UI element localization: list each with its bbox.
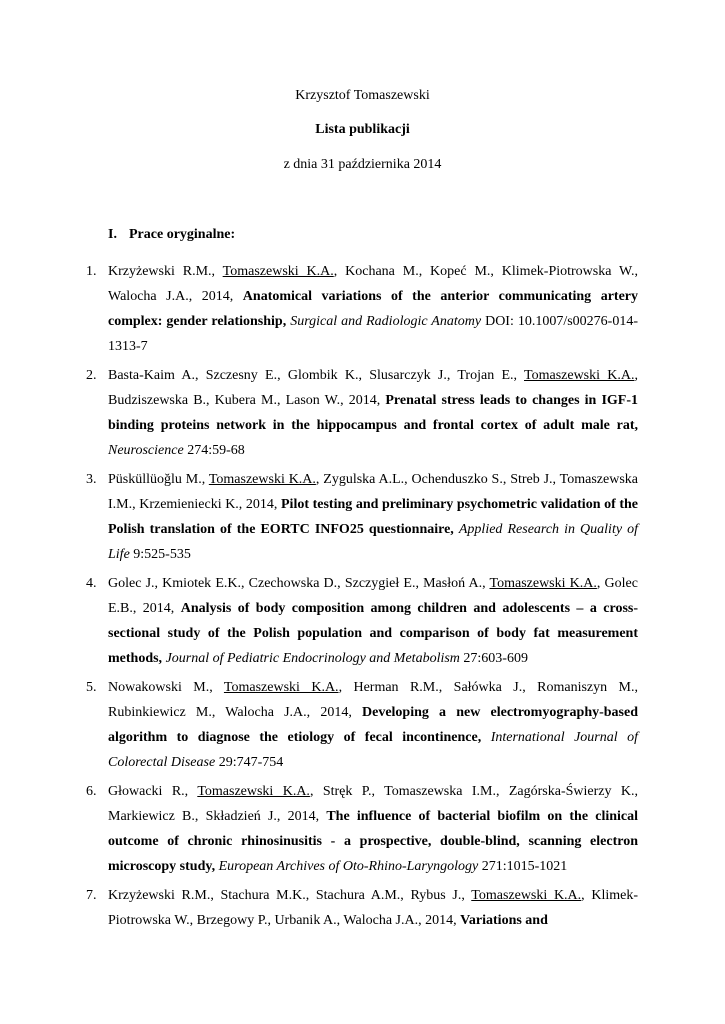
publication-item [0, 883, 638, 933]
section-number: I. [108, 227, 117, 242]
publication-title: The influence of bacterial biofilm on the clinical outcome of chronic rhinosinusitis - a prospective, double-blind, scanning electron microscopy study, [108, 809, 638, 874]
publication-coauthors: , Klimek-Piotrowska W., Brzegowy P., Urbanik A., Walocha J.A., 2014, [108, 888, 638, 928]
publication-coauthors: , Kochana M., Kopeć M., Klimek-Piotrowska W., Walocha J.A., 2014, [108, 264, 638, 304]
highlighted-author: Tomaszewski K.A. [524, 368, 635, 383]
publication-item [0, 467, 638, 567]
highlighted-author: Tomaszewski K.A. [471, 888, 582, 903]
highlighted-author: Tomaszewski K.A. [222, 264, 334, 279]
section-title: Prace oryginalne: [129, 227, 236, 242]
publication-title: Prenatal stress leads to changes in IGF-1 binding proteins network in the hippocampus and frontal cortex of adult male rat, [108, 393, 639, 433]
publication-title: Variations and [460, 913, 548, 928]
publication-index: 5. [86, 680, 97, 695]
publication-title: Analysis of body composition among children and adolescents – a cross-sectional study of the Polish population and comparison of body fat measurement methods, [108, 601, 639, 666]
publication-details: 29:747-754 [218, 755, 284, 770]
publication-text [108, 883, 638, 933]
document-title: Lista publikacji [315, 122, 410, 137]
publication-details: 271:1015-1021 [481, 859, 568, 874]
publication-authors: Püsküllüoğlu M., [108, 472, 206, 487]
publication-journal: Neuroscience [108, 443, 184, 458]
publication-journal: Applied Research in Quality of Life [108, 522, 639, 562]
publication-coauthors: , Zygulska A.L., Ochenduszko S., Streb J., Tomaszewska I.M., Krzemieniecki K., 2014, [108, 472, 638, 512]
publication-coauthors: , Herman R.M., Sałówka J., Romaniszyn M., Rubinkiewicz M., Walocha J.A., 2014, [108, 680, 639, 720]
publication-coauthors: , Golec E.B., 2014, [108, 576, 638, 616]
publication-authors: Basta-Kaim A., Szczesny E., Glombik K., Slusarczyk J., Trojan E., [108, 368, 518, 383]
publication-text [108, 675, 638, 775]
publication-authors: Krzyżewski R.M., Stachura M.K., Stachura A.M., Rybus J., [108, 888, 465, 903]
publication-authors: Głowacki R., [108, 784, 189, 799]
publication-index: 7. [86, 888, 97, 903]
document-date: z dnia 31 października 2014 [283, 157, 442, 172]
publication-item [0, 259, 638, 359]
publication-journal: International Journal of Colorectal Disease [108, 730, 639, 770]
publication-title: Pilot testing and preliminary psychometric validation of the Polish translation of the EORTC INFO25 questionnaire, [108, 497, 638, 537]
publication-journal: European Archives of Oto-Rhino-Laryngology [218, 859, 479, 874]
author-name: Krzysztof Tomaszewski [295, 88, 430, 103]
publication-text [108, 467, 638, 567]
publication-index: 2. [86, 368, 97, 383]
publication-coauthors: , Budziszewska B., Kubera M., Lason W., 2014, [108, 368, 638, 408]
publication-journal: Surgical and Radiologic Anatomy [290, 314, 482, 329]
publication-text [108, 363, 638, 463]
publication-item [0, 675, 638, 775]
publication-details: 27:603-609 [463, 651, 528, 666]
highlighted-author: Tomaszewski K.A. [208, 472, 316, 487]
publication-text [108, 571, 638, 671]
publication-title: Developing a new electromyography-based algorithm to diagnose the etiology of fecal incontinence, [108, 705, 639, 745]
publication-text [108, 259, 638, 359]
publication-details: 9:525-535 [133, 547, 191, 562]
publication-title: Anatomical variations of the anterior communicating artery complex: gender relationship, [108, 289, 639, 329]
publication-authors: Krzyżewski R.M., [108, 264, 216, 279]
publication-index: 6. [86, 784, 97, 799]
highlighted-author: Tomaszewski K.A. [223, 680, 339, 695]
publication-list [0, 259, 725, 937]
highlighted-author: Tomaszewski K.A. [489, 576, 597, 591]
publication-item [0, 779, 638, 879]
publication-index: 1. [86, 264, 97, 279]
publication-journal: Journal of Pediatric Endocrinology and Metabolism [165, 651, 460, 666]
publication-index: 3. [86, 472, 97, 487]
highlighted-author: Tomaszewski K.A. [197, 784, 310, 799]
publication-item [0, 363, 638, 463]
publication-authors: Golec J., Kmiotek E.K., Czechowska D., Szczygieł E., Masłoń A., [108, 576, 486, 591]
publication-coauthors: , Stręk P., Tomaszewska I.M., Zagórska-Świerzy K., Markiewicz B., Składzień J., 2014, [108, 784, 638, 824]
publication-item [0, 571, 638, 671]
publication-details: DOI: 10.1007/s00276-014-1313-7 [108, 314, 639, 354]
publication-text [108, 779, 638, 879]
publication-authors: Nowakowski M., [108, 680, 213, 695]
section-heading [108, 226, 235, 244]
publication-details: 274:59-68 [187, 443, 245, 458]
publication-index: 4. [86, 576, 97, 591]
